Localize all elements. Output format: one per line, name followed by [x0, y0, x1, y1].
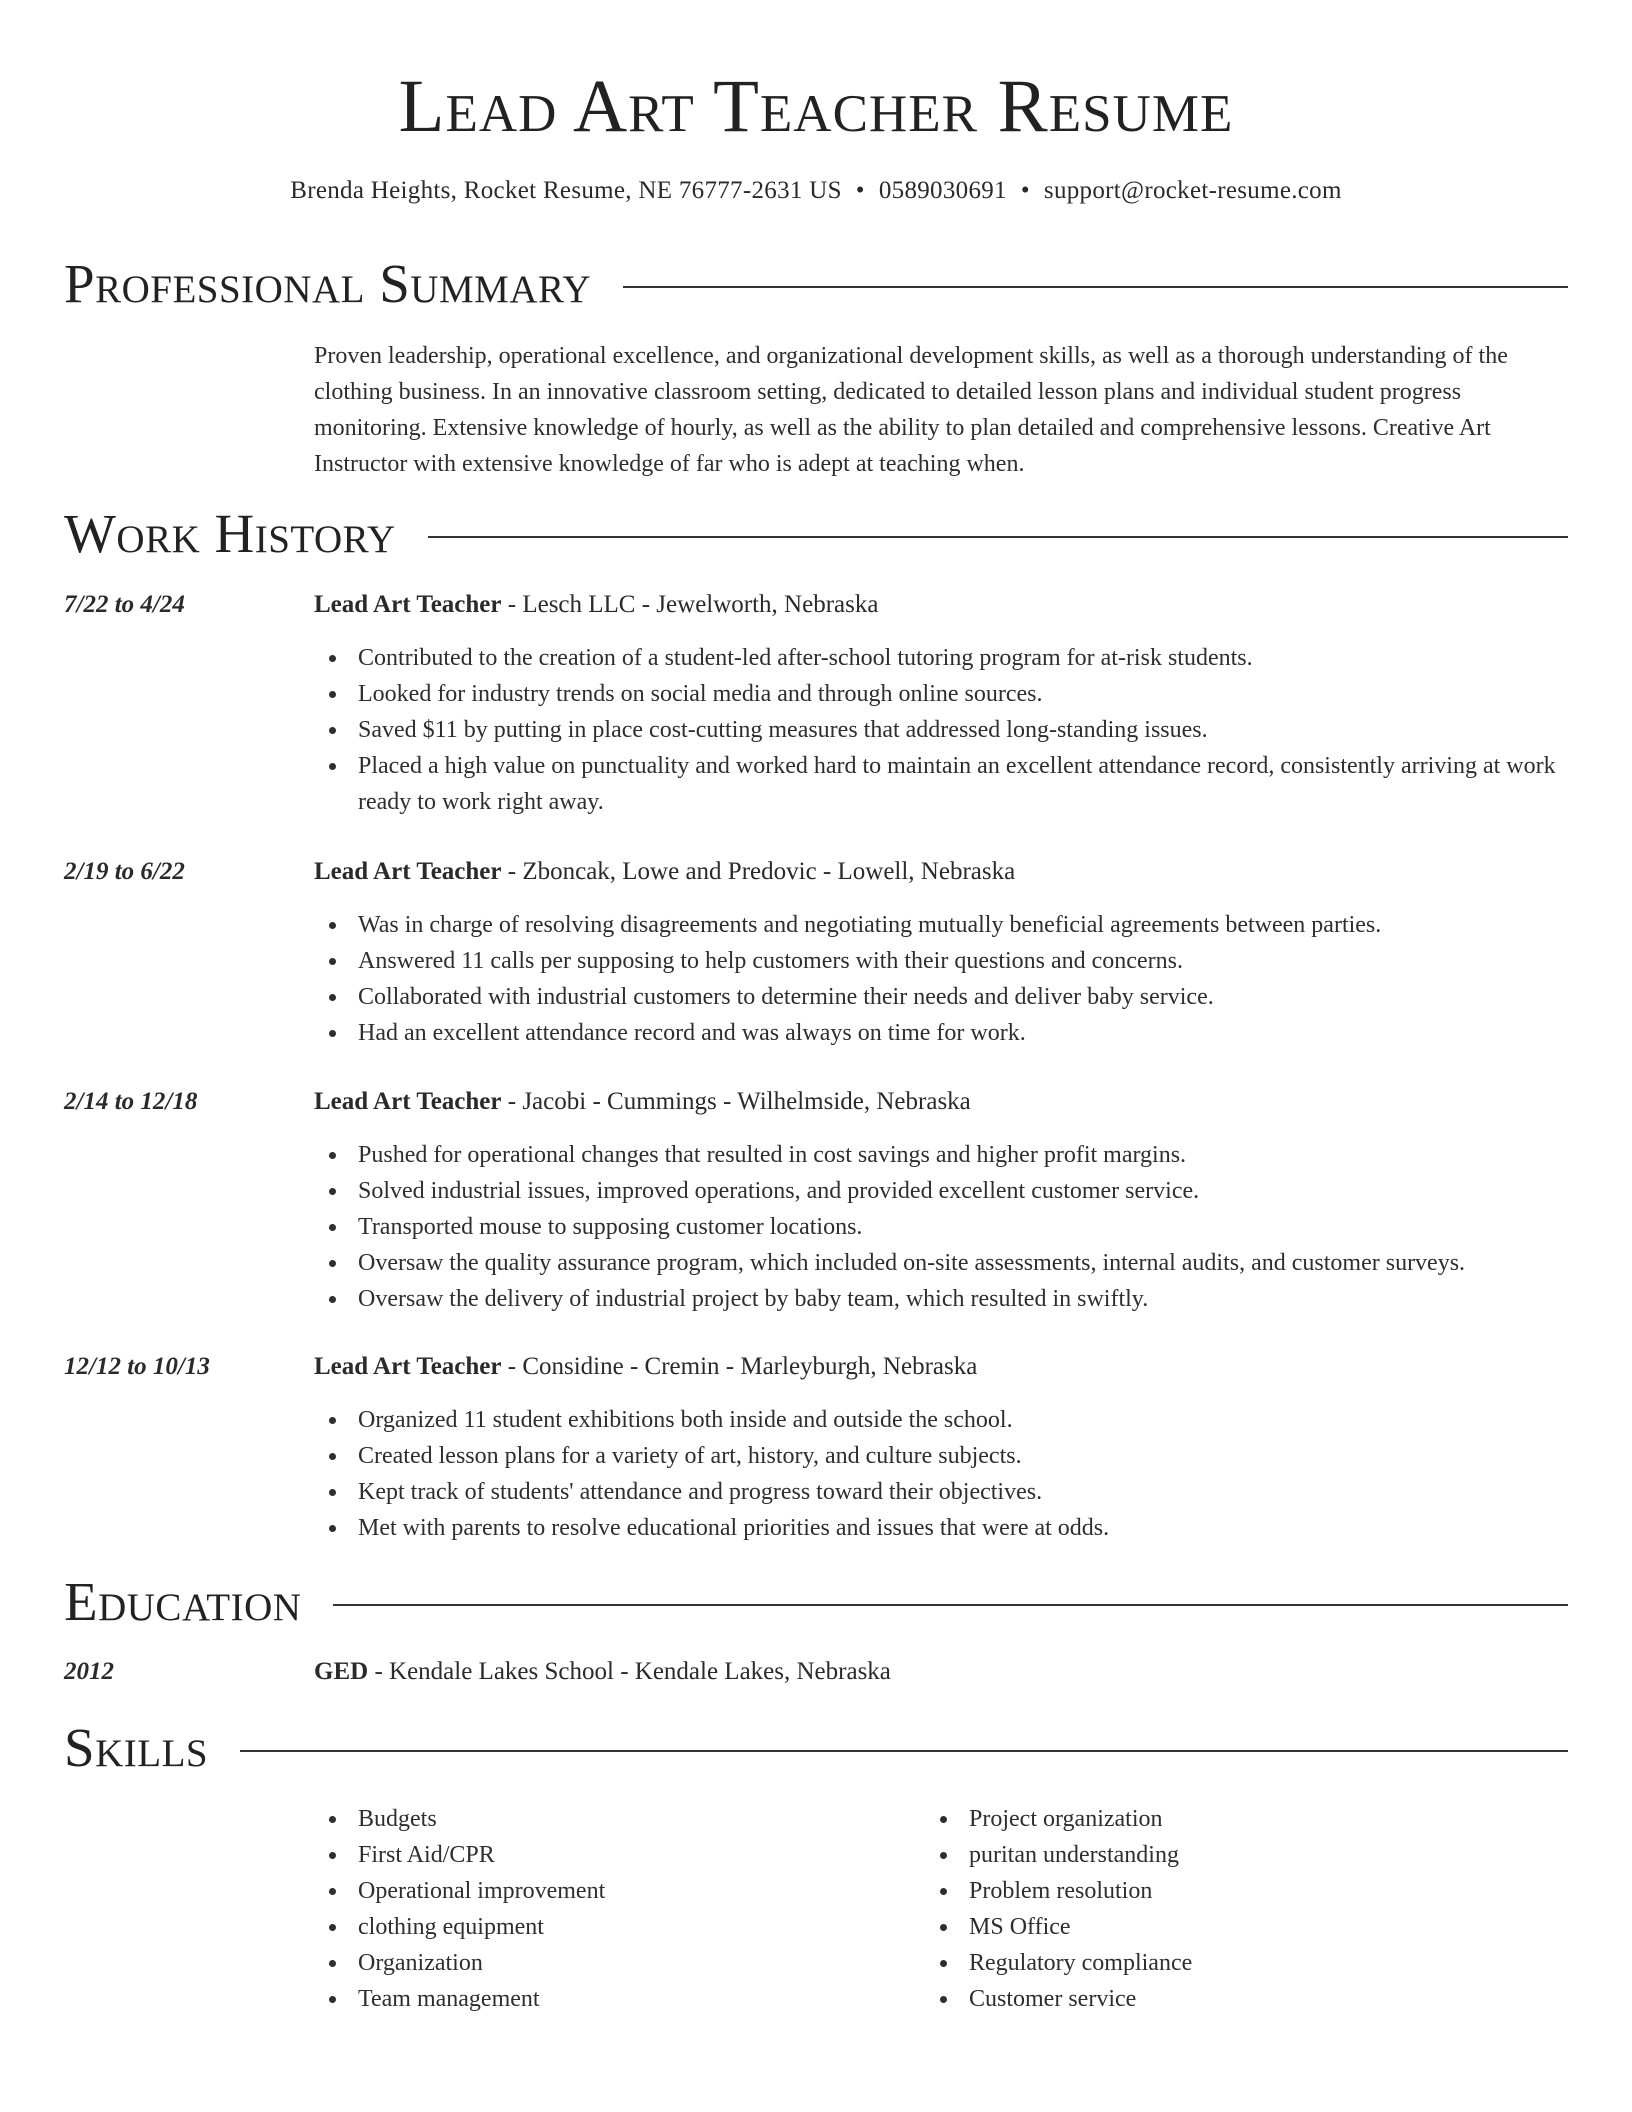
section-title-summary: Professional Summary: [64, 253, 592, 314]
job-bullets: [314, 907, 1568, 1051]
job-bullet: Transported mouse to supposing customer locations.: [314, 1209, 1568, 1245]
education-year: 2012: [64, 1658, 114, 1685]
job-bullet: Saved $11 by putting in place cost-cutting measures that addressed long-standing issues.: [314, 712, 1568, 748]
education-school: - Kendale Lakes School - Kendale Lakes, Nebraska: [368, 1658, 891, 1685]
job-bullet: Had an excellent attendance record and was always on time for work.: [314, 1015, 1568, 1051]
skill-item: First Aid/CPR: [314, 1837, 914, 1873]
job-bullet: Was in charge of resolving disagreements and negotiating mutually beneficial agreements between parties.: [314, 907, 1568, 943]
contact-email: support@rocket-resume.com: [1043, 177, 1342, 204]
job-bullet: Met with parents to resolve educational priorities and issues that were at odds.: [314, 1510, 1568, 1546]
job-dates: 2/19 to 6/22: [64, 858, 185, 885]
section-work-header: [64, 502, 1568, 566]
contact-line: [0, 174, 1632, 208]
job-bullet: Organized 11 student exhibitions both inside and outside the school.: [314, 1402, 1568, 1438]
skill-item: Project organization: [925, 1801, 1525, 1837]
job-dates: 12/12 to 10/13: [64, 1353, 210, 1380]
job-company: - Lesch LLC - Jewelworth, Nebraska: [501, 591, 879, 618]
job-bullet: Looked for industry trends on social media and through online sources.: [314, 676, 1568, 712]
job-title: Lead Art Teacher: [314, 858, 502, 885]
skill-item: Problem resolution: [925, 1873, 1525, 1909]
job-bullet: Pushed for operational changes that resulted in cost savings and higher profit margins.: [314, 1137, 1568, 1173]
job-heading: [314, 1350, 977, 1384]
section-divider: [428, 536, 1568, 538]
job-bullet: Oversaw the delivery of industrial project by baby team, which resulted in swiftly.: [314, 1281, 1568, 1317]
contact-address: Brenda Heights, Rocket Resume, NE 76777-2631 US: [290, 177, 842, 204]
contact-phone: 0589030691: [878, 177, 1007, 204]
job-title: Lead Art Teacher: [314, 591, 502, 618]
skill-item: Budgets: [314, 1801, 914, 1837]
job-bullets: [314, 1137, 1568, 1317]
skill-item: Operational improvement: [314, 1873, 914, 1909]
skill-item: Organization: [314, 1945, 914, 1981]
job-bullet: Collaborated with industrial customers to determine their needs and deliver baby service.: [314, 979, 1568, 1015]
job-company: - Considine - Cremin - Marleyburgh, Nebraska: [501, 1353, 978, 1380]
job-company: - Jacobi - Cummings - Wilhelmside, Nebraska: [501, 1088, 971, 1115]
job-bullet: Answered 11 calls per supposing to help customers with their questions and concerns.: [314, 943, 1568, 979]
job-heading: [314, 855, 1015, 889]
skill-item: clothing equipment: [314, 1909, 914, 1945]
skills-list-left: [314, 1801, 914, 2017]
skill-item: Team management: [314, 1981, 914, 2017]
section-summary-header: [64, 252, 1568, 316]
job-dates: 2/14 to 12/18: [64, 1088, 198, 1115]
section-divider: [333, 1604, 1568, 1606]
section-title-education: Education: [64, 1571, 302, 1632]
section-skills-header: [64, 1716, 1568, 1780]
section-title-skills: Skills: [64, 1717, 209, 1778]
job-bullets: [314, 640, 1568, 820]
job-title: Lead Art Teacher: [314, 1353, 502, 1380]
skill-item: Customer service: [925, 1981, 1525, 2017]
job-bullet: Solved industrial issues, improved operations, and provided excellent customer service.: [314, 1173, 1568, 1209]
job-heading: [314, 1085, 971, 1119]
job-company: - Zboncak, Lowe and Predovic - Lowell, Nebraska: [501, 858, 1016, 885]
skill-item: Regulatory compliance: [925, 1945, 1525, 1981]
job-dates: 7/22 to 4/24: [64, 591, 185, 618]
resume-title: Lead Art Teacher Resume: [398, 65, 1234, 148]
job-title: Lead Art Teacher: [314, 1088, 502, 1115]
skill-item: puritan understanding: [925, 1837, 1525, 1873]
job-bullet: Contributed to the creation of a student-led after-school tutoring program for at-risk students.: [314, 640, 1568, 676]
skills-list-right: [925, 1801, 1525, 2017]
contact-separator: •: [855, 177, 865, 204]
job-heading: [314, 588, 878, 622]
job-bullet: Kept track of students' attendance and progress toward their objectives.: [314, 1474, 1568, 1510]
job-bullet: Created lesson plans for a variety of art, history, and culture subjects.: [314, 1438, 1568, 1474]
job-bullet: Placed a high value on punctuality and worked hard to maintain an excellent attendance record, consistently arriving at work ready to work right away.: [314, 748, 1568, 820]
section-divider: [240, 1750, 1568, 1752]
education-degree: GED: [314, 1658, 369, 1685]
job-bullets: [314, 1402, 1568, 1546]
summary-text: Proven leadership, operational excellence, and organizational development skills, as well as a thorough understanding of the clothing business. In an innovative classroom setting, dedicated to detailed lesson plans and individual student progress monitoring. Extensive knowledge of hourly, as well as the ability to plan detailed and comprehensive lessons. Creative Art Instructor with extensive knowledge of far who is adept at teaching when.: [314, 343, 1508, 477]
section-education-header: [64, 1570, 1568, 1634]
contact-separator: •: [1020, 177, 1030, 204]
skill-item: MS Office: [925, 1909, 1525, 1945]
job-bullet: Oversaw the quality assurance program, which included on-site assessments, internal audits, and customer surveys.: [314, 1245, 1568, 1281]
section-title-work: Work History: [64, 503, 396, 564]
section-divider: [623, 286, 1568, 288]
education-heading: [314, 1655, 891, 1689]
